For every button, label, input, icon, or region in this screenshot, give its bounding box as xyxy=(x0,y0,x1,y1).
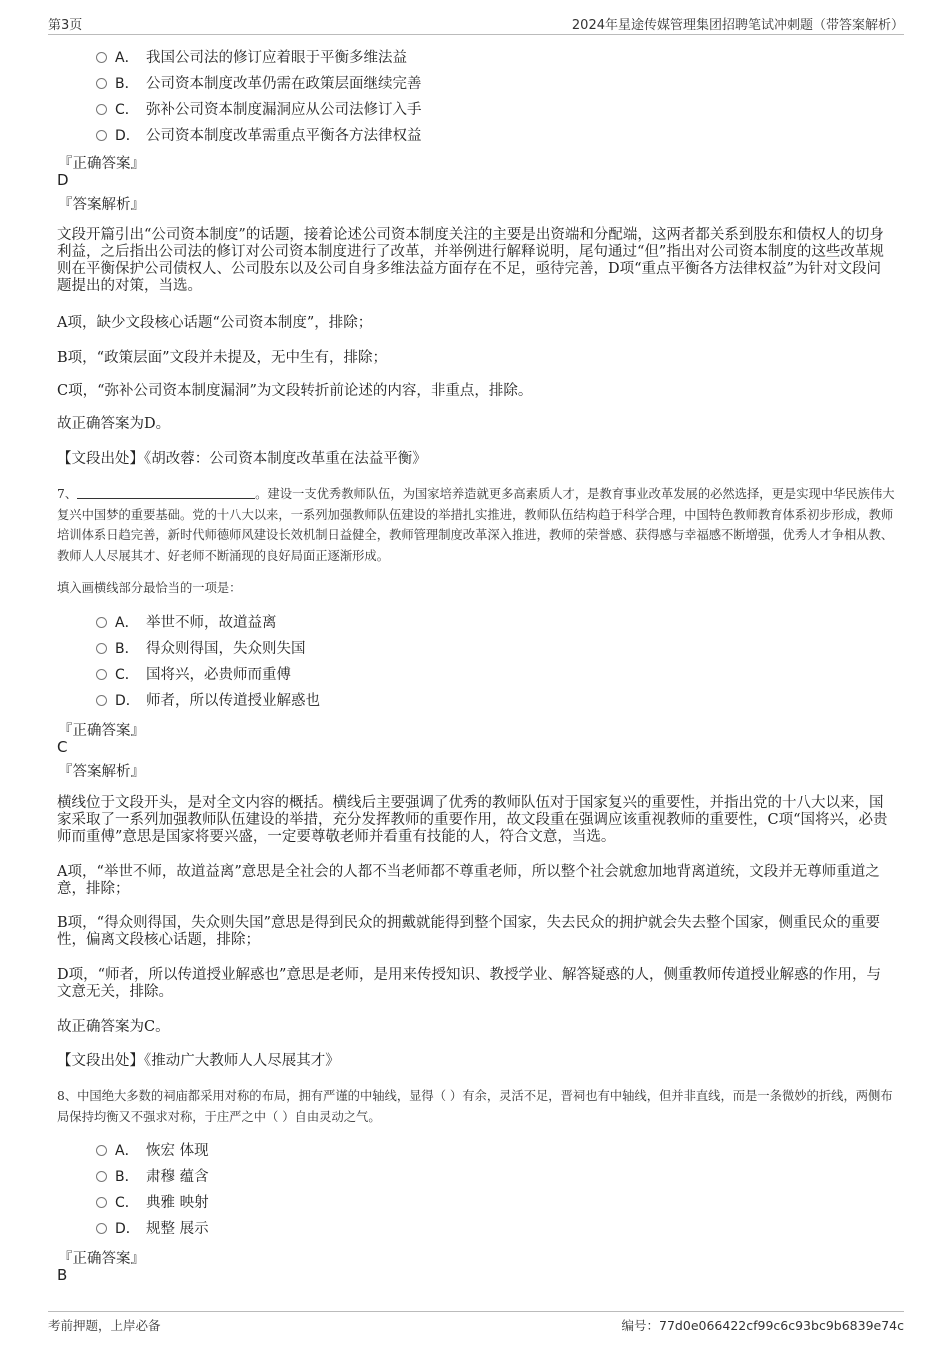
q7-source: 【文段出处】《推动广大教师人人尽展其才》 xyxy=(57,1053,340,1069)
q6-analysis-paragraph: C项，“弥补公司资本制度漏洞”为文段转折前论述的内容，非重点，排除。 xyxy=(57,383,533,399)
q8-option-d[interactable]: D． 规整 展示 xyxy=(96,1216,209,1242)
q7-text: 。建设一支优秀教师队伍，为国家培养造就更多高素质人才，是教育事业改革发展的必然选择，更是实现中华民族伟大复兴中国梦的重要基础。党的十八大以来，一系列加强教师队伍建设的举措扎实推进，教师队伍结构趋于科学合理，中国特色教师教育体系初步形成，教师培训体系日趋完善，新时代师德师风建设长效机制日益健全，教师管理制度改革深入推进，教师的荣誉感、获得感与幸福感不断增强，优秀人才争相从教、教师人人尽展其才、好老师不断涌现的良好局面正逐渐形成。 xyxy=(57,487,895,563)
q7-answer-conclusion: 故正确答案为C。 xyxy=(57,1019,170,1035)
page-footer xyxy=(48,1311,904,1336)
q6-analysis-paragraph: 文段开篇引出“公司资本制度”的话题，接着论述公司资本制度关注的主要是出资端和分配端，这两者都关系到股东和债权人的切身利益，之后指出公司法的修订对公司资本制度进行了改革，并举例进行解释说明，尾句通过“但”指出对公司资本制度的这些改革规则在平衡保护公司债权人、公司股东以及公司自身多维法益方面存在不足，亟待完善，D项“重点平衡各方法律权益”为针对文段问题提出的对策，当选。 xyxy=(57,227,884,294)
q8-stem: 8、中国绝大多数的祠庙都采用对称的布局，拥有严谨的中轴线，显得（ ）有余，灵活不足，晋祠也有中轴线，但并非直线，而是一条微妙的折线，两侧布局保持均衡又不强求对称，于庄严之中（ ）自由灵动之气。 xyxy=(57,1089,893,1124)
radio-icon[interactable] xyxy=(96,643,107,654)
q6-analysis-label: 『答案解析』 xyxy=(58,197,145,213)
q7-option-b[interactable]: B． 得众则得国，失众则失国 xyxy=(96,636,320,662)
q7-analysis-label: 『答案解析』 xyxy=(58,764,145,780)
q6-answer: D xyxy=(57,171,69,189)
q7-analysis-paragraph: B项，“得众则得国，失众则失国”意思是得到民众的拥戴就能得到整个国家，失去民众的拥护就会失去整个国家，侧重民众的重要性，偏离文段核心话题，排除； xyxy=(57,915,880,948)
q7-answer-label: 『正确答案』 xyxy=(58,723,145,739)
page-header xyxy=(48,12,904,35)
radio-icon[interactable] xyxy=(96,1145,107,1156)
q7-stem xyxy=(57,484,897,566)
q8-answer: B xyxy=(57,1266,68,1284)
page-number: 第3页 xyxy=(48,18,83,33)
radio-icon[interactable] xyxy=(96,104,107,115)
radio-icon[interactable] xyxy=(96,1223,107,1234)
q7-analysis-paragraph: 横线位于文段开头，是对全文内容的概括。横线后主要强调了优秀的教师队伍对于国家复兴的重要性，并指出党的十八大以来，国家采取了一系列加强教师队伍建设的举措，充分发挥教师的重要作用，故文段重在强调应该重视教师的重要性，C项“国将兴，必贵师而重傅”意思是国家将要兴盛，一定要尊敬老师并看重有技能的人，符合文意，当选。 xyxy=(57,795,888,845)
document-id: 编号：77d0e066422cf99c6c93bc9b6839e74c xyxy=(621,1318,904,1333)
footer-slogan: 考前押题，上岸必备 xyxy=(48,1318,161,1333)
q8-options xyxy=(96,1138,209,1242)
radio-icon[interactable] xyxy=(96,695,107,706)
document-title: 2024年星途传媒管理集团招聘笔试冲刺题（带答案解析） xyxy=(571,18,904,33)
q6-option-b[interactable]: B． 公司资本制度改革仍需在政策层面继续完善 xyxy=(96,71,422,97)
q7-options xyxy=(96,610,320,714)
radio-icon[interactable] xyxy=(96,130,107,141)
q6-option-d[interactable]: D． 公司资本制度改革需重点平衡各方法律权益 xyxy=(96,123,422,149)
q7-analysis-paragraph: D项，“师者，所以传道授业解惑也”意思是老师，是用来传授知识、教授学业、解答疑惑的人，侧重教师传道授业解惑的作用，与文意无关，排除。 xyxy=(57,967,881,1000)
radio-icon[interactable] xyxy=(96,669,107,680)
q7-analysis-paragraph: A项，“举世不师，故道益离”意思是全社会的人都不当老师都不尊重老师，所以整个社会就愈加地背离道统，文段并无尊师重道之意，排除； xyxy=(57,864,880,897)
q6-answer-label: 『正确答案』 xyxy=(58,156,145,172)
q7-number: 7、 xyxy=(57,487,78,501)
q7-answer: C xyxy=(57,738,68,756)
q6-source: 【文段出处】《胡改蓉：公司资本制度改革重在法益平衡》 xyxy=(57,451,427,467)
q7-option-a[interactable]: A． 举世不师，故道益离 xyxy=(96,610,320,636)
fill-blank xyxy=(77,486,255,499)
radio-icon[interactable] xyxy=(96,1197,107,1208)
q7-option-d[interactable]: D． 师者，所以传道授业解惑也 xyxy=(96,688,320,714)
radio-icon[interactable] xyxy=(96,617,107,628)
q6-option-c[interactable]: C． 弥补公司资本制度漏洞应从公司法修订入手 xyxy=(96,97,422,123)
q8-answer-label: 『正确答案』 xyxy=(58,1251,145,1267)
q8-option-b[interactable]: B． 肃穆 蕴含 xyxy=(96,1164,209,1190)
q6-options xyxy=(96,45,422,149)
q6-answer-conclusion: 故正确答案为D。 xyxy=(57,416,171,432)
q8-option-c[interactable]: C． 典雅 映射 xyxy=(96,1190,209,1216)
q7-option-c[interactable]: C． 国将兴，必贵师而重傅 xyxy=(96,662,320,688)
radio-icon[interactable] xyxy=(96,78,107,89)
q6-analysis-paragraph: B项，“政策层面”文段并未提及，无中生有，排除； xyxy=(57,350,387,366)
radio-icon[interactable] xyxy=(96,1171,107,1182)
q8-option-a[interactable]: A． 恢宏 体现 xyxy=(96,1138,209,1164)
q6-option-a[interactable]: A． 我国公司法的修订应着眼于平衡多维法益 xyxy=(96,45,422,71)
q7-prompt: 填入画横线部分最恰当的一项是： xyxy=(57,581,242,595)
radio-icon[interactable] xyxy=(96,52,107,63)
q6-analysis-paragraph: A项，缺少文段核心话题“公司资本制度”，排除； xyxy=(57,315,373,331)
